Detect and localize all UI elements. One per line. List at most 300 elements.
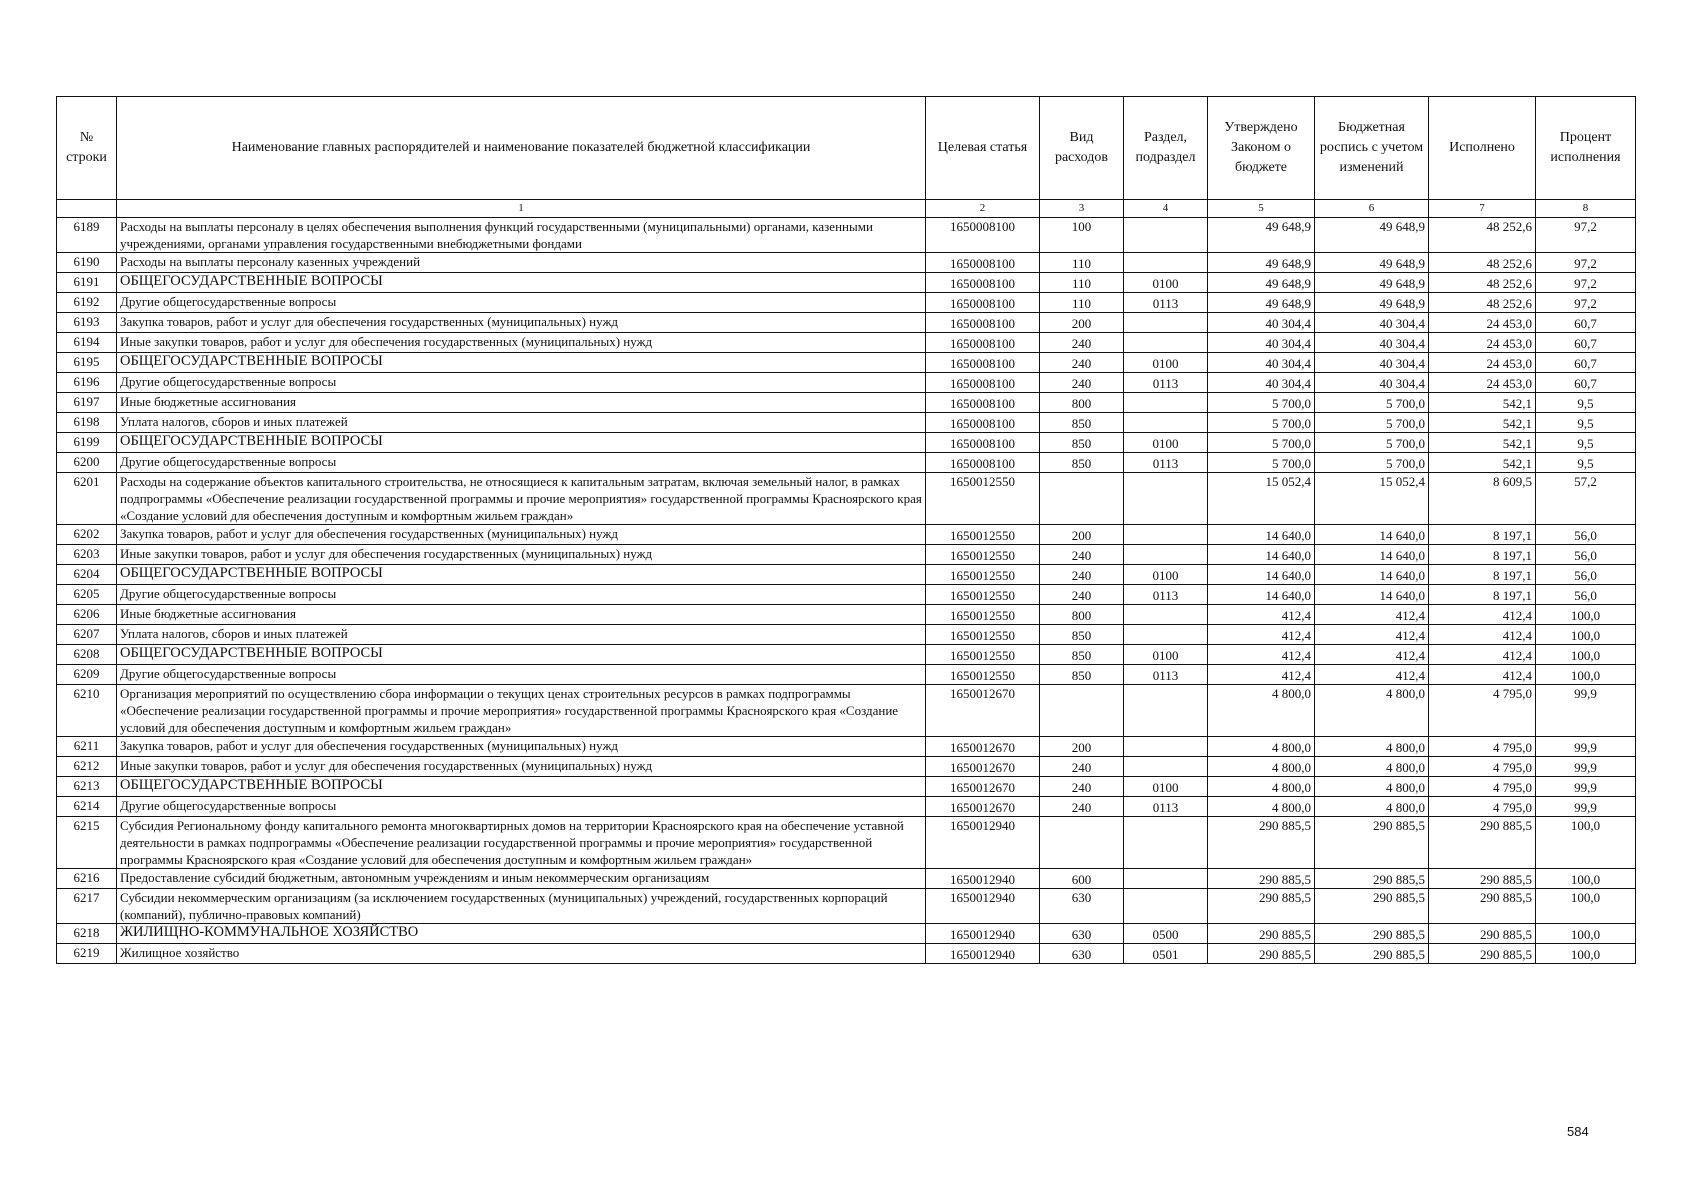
row-name: Иные закупки товаров, работ и услуг для обеспечения государственных (муниципальных) нужд xyxy=(117,333,926,353)
execution-percent: 100,0 xyxy=(1536,889,1636,924)
row-number: 6209 xyxy=(57,665,117,685)
target-article: 1650012550 xyxy=(926,545,1040,565)
schedule-amount: 14 640,0 xyxy=(1315,585,1429,605)
table-row xyxy=(57,665,1636,685)
row-number: 6203 xyxy=(57,545,117,565)
approved-amount: 412,4 xyxy=(1208,625,1315,645)
row-number: 6217 xyxy=(57,889,117,924)
section-code xyxy=(1124,545,1208,565)
schedule-amount: 290 885,5 xyxy=(1315,889,1429,924)
expense-type: 630 xyxy=(1040,889,1124,924)
section-code: 0100 xyxy=(1124,433,1208,453)
schedule-amount: 4 800,0 xyxy=(1315,685,1429,737)
execution-percent: 100,0 xyxy=(1536,869,1636,889)
expense-type: 850 xyxy=(1040,413,1124,433)
row-number: 6206 xyxy=(57,605,117,625)
target-article: 1650012550 xyxy=(926,625,1040,645)
execution-percent: 99,9 xyxy=(1536,685,1636,737)
approved-amount: 5 700,0 xyxy=(1208,393,1315,413)
row-name: ОБЩЕГОСУДАРСТВЕННЫЕ ВОПРОСЫ xyxy=(117,645,926,665)
schedule-amount: 49 648,9 xyxy=(1315,218,1429,253)
target-article: 1650008100 xyxy=(926,413,1040,433)
table-row xyxy=(57,473,1636,525)
target-article: 1650008100 xyxy=(926,333,1040,353)
schedule-amount: 14 640,0 xyxy=(1315,525,1429,545)
table-row xyxy=(57,889,1636,924)
section-code: 0113 xyxy=(1124,293,1208,313)
execution-percent: 97,2 xyxy=(1536,218,1636,253)
table-row xyxy=(57,944,1636,964)
table-row xyxy=(57,413,1636,433)
row-name: Другие общегосударственные вопросы xyxy=(117,585,926,605)
expense-type: 800 xyxy=(1040,605,1124,625)
row-name: Иные бюджетные ассигнования xyxy=(117,393,926,413)
section-code xyxy=(1124,525,1208,545)
section-code xyxy=(1124,393,1208,413)
target-article: 1650012550 xyxy=(926,525,1040,545)
schedule-amount: 4 800,0 xyxy=(1315,737,1429,757)
executed-amount: 8 197,1 xyxy=(1429,565,1536,585)
schedule-amount: 49 648,9 xyxy=(1315,253,1429,273)
row-number: 6190 xyxy=(57,253,117,273)
expense-type xyxy=(1040,473,1124,525)
schedule-amount: 290 885,5 xyxy=(1315,924,1429,944)
expense-type: 240 xyxy=(1040,333,1124,353)
expense-type: 200 xyxy=(1040,313,1124,333)
table-row xyxy=(57,869,1636,889)
header-name: Наименование главных распорядителей и наименование показателей бюджетной классификации xyxy=(117,97,926,200)
execution-percent: 99,9 xyxy=(1536,737,1636,757)
section-code xyxy=(1124,757,1208,777)
table-row xyxy=(57,453,1636,473)
row-number: 6195 xyxy=(57,353,117,373)
expense-type xyxy=(1040,817,1124,869)
table-row xyxy=(57,333,1636,353)
row-number: 6213 xyxy=(57,777,117,797)
executed-amount: 24 453,0 xyxy=(1429,373,1536,393)
column-number-blank xyxy=(57,200,117,218)
row-number: 6219 xyxy=(57,944,117,964)
section-code: 0113 xyxy=(1124,665,1208,685)
row-name: Иные бюджетные ассигнования xyxy=(117,605,926,625)
row-number: 6204 xyxy=(57,565,117,585)
executed-amount: 542,1 xyxy=(1429,453,1536,473)
table-row xyxy=(57,585,1636,605)
row-name: Другие общегосударственные вопросы xyxy=(117,797,926,817)
row-number: 6197 xyxy=(57,393,117,413)
row-number: 6202 xyxy=(57,525,117,545)
executed-amount: 48 252,6 xyxy=(1429,273,1536,293)
schedule-amount: 5 700,0 xyxy=(1315,393,1429,413)
header-approved: Утверждено Законом о бюджете xyxy=(1208,97,1315,200)
execution-percent: 56,0 xyxy=(1536,545,1636,565)
executed-amount: 48 252,6 xyxy=(1429,253,1536,273)
table-row xyxy=(57,645,1636,665)
section-code: 0100 xyxy=(1124,565,1208,585)
row-name: Другие общегосударственные вопросы xyxy=(117,453,926,473)
target-article: 1650008100 xyxy=(926,313,1040,333)
execution-percent: 99,9 xyxy=(1536,797,1636,817)
expense-type: 100 xyxy=(1040,218,1124,253)
row-name: Закупка товаров, работ и услуг для обеспечения государственных (муниципальных) нужд xyxy=(117,737,926,757)
column-number: 8 xyxy=(1536,200,1636,218)
section-code: 0113 xyxy=(1124,797,1208,817)
approved-amount: 4 800,0 xyxy=(1208,737,1315,757)
approved-amount: 290 885,5 xyxy=(1208,944,1315,964)
execution-percent: 99,9 xyxy=(1536,777,1636,797)
table-row xyxy=(57,373,1636,393)
page-number: 584 xyxy=(1567,1124,1589,1139)
section-code xyxy=(1124,473,1208,525)
expense-type: 200 xyxy=(1040,525,1124,545)
execution-percent: 9,5 xyxy=(1536,413,1636,433)
column-number: 1 xyxy=(117,200,926,218)
row-name: Другие общегосударственные вопросы xyxy=(117,293,926,313)
row-name: Иные закупки товаров, работ и услуг для обеспечения государственных (муниципальных) нужд xyxy=(117,545,926,565)
section-code: 0501 xyxy=(1124,944,1208,964)
expense-type: 850 xyxy=(1040,433,1124,453)
execution-percent: 100,0 xyxy=(1536,924,1636,944)
target-article: 1650012940 xyxy=(926,924,1040,944)
expense-type: 630 xyxy=(1040,924,1124,944)
expense-type: 240 xyxy=(1040,565,1124,585)
schedule-amount: 290 885,5 xyxy=(1315,817,1429,869)
row-name: Расходы на выплаты персоналу в целях обеспечения выполнения функций государственными (муниципальными) органами, казенными учреждениями, органами управления государственными внебюджетными фондами xyxy=(117,218,926,253)
table-row xyxy=(57,737,1636,757)
approved-amount: 5 700,0 xyxy=(1208,433,1315,453)
target-article: 1650012550 xyxy=(926,645,1040,665)
schedule-amount: 40 304,4 xyxy=(1315,353,1429,373)
section-code: 0113 xyxy=(1124,453,1208,473)
executed-amount: 412,4 xyxy=(1429,665,1536,685)
executed-amount: 4 795,0 xyxy=(1429,797,1536,817)
executed-amount: 4 795,0 xyxy=(1429,757,1536,777)
section-code: 0500 xyxy=(1124,924,1208,944)
target-article: 1650008100 xyxy=(926,453,1040,473)
row-name: Субсидии некоммерческим организациям (за исключением государственных (муниципальных) учреждений, государственных корпораций (компаний), публично-правовых компаний) xyxy=(117,889,926,924)
row-name: ОБЩЕГОСУДАРСТВЕННЫЕ ВОПРОСЫ xyxy=(117,433,926,453)
executed-amount: 4 795,0 xyxy=(1429,737,1536,757)
executed-amount: 290 885,5 xyxy=(1429,924,1536,944)
approved-amount: 412,4 xyxy=(1208,665,1315,685)
executed-amount: 48 252,6 xyxy=(1429,293,1536,313)
execution-percent: 100,0 xyxy=(1536,944,1636,964)
approved-amount: 290 885,5 xyxy=(1208,869,1315,889)
approved-amount: 40 304,4 xyxy=(1208,333,1315,353)
row-name: ОБЩЕГОСУДАРСТВЕННЫЕ ВОПРОСЫ xyxy=(117,273,926,293)
row-number: 6215 xyxy=(57,817,117,869)
section-code xyxy=(1124,333,1208,353)
execution-percent: 99,9 xyxy=(1536,757,1636,777)
row-number: 6194 xyxy=(57,333,117,353)
execution-percent: 60,7 xyxy=(1536,333,1636,353)
executed-amount: 48 252,6 xyxy=(1429,218,1536,253)
header-executed: Исполнено xyxy=(1429,97,1536,200)
approved-amount: 4 800,0 xyxy=(1208,797,1315,817)
section-code xyxy=(1124,413,1208,433)
target-article: 1650008100 xyxy=(926,218,1040,253)
target-article: 1650008100 xyxy=(926,393,1040,413)
approved-amount: 5 700,0 xyxy=(1208,453,1315,473)
section-code xyxy=(1124,685,1208,737)
executed-amount: 4 795,0 xyxy=(1429,685,1536,737)
schedule-amount: 14 640,0 xyxy=(1315,545,1429,565)
approved-amount: 40 304,4 xyxy=(1208,373,1315,393)
row-number: 6212 xyxy=(57,757,117,777)
row-name: Расходы на содержание объектов капитального строительства, не относящиеся к капитальным затратам, включая земельный налог, в рамках подпрограммы «Обеспечение реализации государственной программы и прочие мероприятия» государственной программы Красноярского края «Создание условий для обеспечения доступным и комфортным жильем граждан» xyxy=(117,473,926,525)
approved-amount: 290 885,5 xyxy=(1208,924,1315,944)
expense-type: 240 xyxy=(1040,373,1124,393)
approved-amount: 49 648,9 xyxy=(1208,273,1315,293)
schedule-amount: 412,4 xyxy=(1315,665,1429,685)
schedule-amount: 49 648,9 xyxy=(1315,293,1429,313)
header-target-article: Целевая статья xyxy=(926,97,1040,200)
row-name: Иные закупки товаров, работ и услуг для обеспечения государственных (муниципальных) нужд xyxy=(117,757,926,777)
expense-type: 240 xyxy=(1040,797,1124,817)
table-row xyxy=(57,757,1636,777)
approved-amount: 14 640,0 xyxy=(1208,525,1315,545)
approved-amount: 4 800,0 xyxy=(1208,777,1315,797)
row-number: 6189 xyxy=(57,218,117,253)
executed-amount: 290 885,5 xyxy=(1429,889,1536,924)
section-code: 0113 xyxy=(1124,373,1208,393)
table-row xyxy=(57,353,1636,373)
expense-type: 110 xyxy=(1040,253,1124,273)
target-article: 1650012940 xyxy=(926,817,1040,869)
approved-amount: 290 885,5 xyxy=(1208,889,1315,924)
section-code: 0100 xyxy=(1124,777,1208,797)
table-row xyxy=(57,253,1636,273)
approved-amount: 4 800,0 xyxy=(1208,757,1315,777)
execution-percent: 100,0 xyxy=(1536,665,1636,685)
execution-percent: 9,5 xyxy=(1536,433,1636,453)
section-code xyxy=(1124,253,1208,273)
executed-amount: 8 197,1 xyxy=(1429,525,1536,545)
expense-type: 240 xyxy=(1040,353,1124,373)
section-code xyxy=(1124,817,1208,869)
header-section: Раздел, подраздел xyxy=(1124,97,1208,200)
execution-percent: 97,2 xyxy=(1536,293,1636,313)
expense-type: 600 xyxy=(1040,869,1124,889)
row-name: Уплата налогов, сборов и иных платежей xyxy=(117,413,926,433)
schedule-amount: 4 800,0 xyxy=(1315,797,1429,817)
target-article: 1650008100 xyxy=(926,373,1040,393)
schedule-amount: 412,4 xyxy=(1315,625,1429,645)
row-number: 6205 xyxy=(57,585,117,605)
expense-type: 800 xyxy=(1040,393,1124,413)
execution-percent: 100,0 xyxy=(1536,817,1636,869)
schedule-amount: 412,4 xyxy=(1315,605,1429,625)
expense-type: 850 xyxy=(1040,665,1124,685)
section-code: 0100 xyxy=(1124,353,1208,373)
approved-amount: 49 648,9 xyxy=(1208,253,1315,273)
execution-percent: 100,0 xyxy=(1536,605,1636,625)
row-number: 6216 xyxy=(57,869,117,889)
expense-type: 630 xyxy=(1040,944,1124,964)
column-number: 2 xyxy=(926,200,1040,218)
executed-amount: 542,1 xyxy=(1429,433,1536,453)
section-code xyxy=(1124,737,1208,757)
executed-amount: 8 197,1 xyxy=(1429,585,1536,605)
row-name: ЖИЛИЩНО-КОММУНАЛЬНОЕ ХОЗЯЙСТВО xyxy=(117,924,926,944)
target-article: 1650012940 xyxy=(926,869,1040,889)
row-number: 6199 xyxy=(57,433,117,453)
section-code: 0100 xyxy=(1124,273,1208,293)
expense-type: 850 xyxy=(1040,645,1124,665)
table-row xyxy=(57,685,1636,737)
table-row xyxy=(57,293,1636,313)
row-number: 6191 xyxy=(57,273,117,293)
section-code xyxy=(1124,605,1208,625)
schedule-amount: 40 304,4 xyxy=(1315,333,1429,353)
row-name: Предоставление субсидий бюджетным, автономным учреждениям и иным некоммерческим организациям xyxy=(117,869,926,889)
row-name: Организация мероприятий по осуществлению сбора информации о текущих ценах строительных ресурсов в рамках подпрограммы «Обеспечение реализации государственной программы и прочие мероприятия» государственной программы Красноярского края «Создание условий для обеспечения доступным и комфортным жильем граждан» xyxy=(117,685,926,737)
schedule-amount: 15 052,4 xyxy=(1315,473,1429,525)
execution-percent: 97,2 xyxy=(1536,253,1636,273)
row-number: 6196 xyxy=(57,373,117,393)
target-article: 1650012670 xyxy=(926,797,1040,817)
schedule-amount: 4 800,0 xyxy=(1315,777,1429,797)
target-article: 1650008100 xyxy=(926,433,1040,453)
execution-percent: 60,7 xyxy=(1536,353,1636,373)
schedule-amount: 5 700,0 xyxy=(1315,433,1429,453)
execution-percent: 60,7 xyxy=(1536,373,1636,393)
section-code xyxy=(1124,869,1208,889)
row-name: Закупка товаров, работ и услуг для обеспечения государственных (муниципальных) нужд xyxy=(117,313,926,333)
table-row xyxy=(57,433,1636,453)
execution-percent: 100,0 xyxy=(1536,625,1636,645)
table-row xyxy=(57,273,1636,293)
header-row xyxy=(57,97,1636,200)
section-code: 0100 xyxy=(1124,645,1208,665)
approved-amount: 40 304,4 xyxy=(1208,313,1315,333)
approved-amount: 412,4 xyxy=(1208,605,1315,625)
schedule-amount: 5 700,0 xyxy=(1315,453,1429,473)
schedule-amount: 49 648,9 xyxy=(1315,273,1429,293)
table-row xyxy=(57,625,1636,645)
execution-percent: 9,5 xyxy=(1536,453,1636,473)
section-code xyxy=(1124,625,1208,645)
schedule-amount: 14 640,0 xyxy=(1315,565,1429,585)
target-article: 1650012550 xyxy=(926,585,1040,605)
schedule-amount: 40 304,4 xyxy=(1315,373,1429,393)
target-article: 1650012550 xyxy=(926,565,1040,585)
executed-amount: 290 885,5 xyxy=(1429,869,1536,889)
execution-percent: 56,0 xyxy=(1536,565,1636,585)
table-row xyxy=(57,393,1636,413)
target-article: 1650012550 xyxy=(926,473,1040,525)
row-number: 6210 xyxy=(57,685,117,737)
schedule-amount: 290 885,5 xyxy=(1315,869,1429,889)
approved-amount: 15 052,4 xyxy=(1208,473,1315,525)
target-article: 1650008100 xyxy=(926,353,1040,373)
approved-amount: 14 640,0 xyxy=(1208,565,1315,585)
expense-type: 850 xyxy=(1040,625,1124,645)
row-number: 6200 xyxy=(57,453,117,473)
executed-amount: 542,1 xyxy=(1429,413,1536,433)
row-number: 6211 xyxy=(57,737,117,757)
section-code xyxy=(1124,889,1208,924)
executed-amount: 4 795,0 xyxy=(1429,777,1536,797)
approved-amount: 4 800,0 xyxy=(1208,685,1315,737)
budget-execution-table xyxy=(56,96,1636,964)
target-article: 1650012550 xyxy=(926,605,1040,625)
table-row xyxy=(57,218,1636,253)
approved-amount: 49 648,9 xyxy=(1208,218,1315,253)
expense-type: 110 xyxy=(1040,293,1124,313)
row-number: 6214 xyxy=(57,797,117,817)
execution-percent: 97,2 xyxy=(1536,273,1636,293)
row-name: Другие общегосударственные вопросы xyxy=(117,373,926,393)
target-article: 1650008100 xyxy=(926,293,1040,313)
expense-type: 240 xyxy=(1040,777,1124,797)
row-name: ОБЩЕГОСУДАРСТВЕННЫЕ ВОПРОСЫ xyxy=(117,565,926,585)
expense-type: 240 xyxy=(1040,585,1124,605)
table-row xyxy=(57,924,1636,944)
table-row xyxy=(57,565,1636,585)
target-article: 1650012940 xyxy=(926,944,1040,964)
schedule-amount: 40 304,4 xyxy=(1315,313,1429,333)
target-article: 1650012940 xyxy=(926,889,1040,924)
executed-amount: 8 609,5 xyxy=(1429,473,1536,525)
header-schedule: Бюджетная роспись с учетом изменений xyxy=(1315,97,1429,200)
executed-amount: 290 885,5 xyxy=(1429,944,1536,964)
column-number: 3 xyxy=(1040,200,1124,218)
executed-amount: 412,4 xyxy=(1429,605,1536,625)
target-article: 1650012670 xyxy=(926,685,1040,737)
header-row-number: № строки xyxy=(57,97,117,200)
expense-type: 240 xyxy=(1040,757,1124,777)
column-number: 6 xyxy=(1315,200,1429,218)
schedule-amount: 4 800,0 xyxy=(1315,757,1429,777)
executed-amount: 24 453,0 xyxy=(1429,313,1536,333)
execution-percent: 100,0 xyxy=(1536,645,1636,665)
execution-percent: 60,7 xyxy=(1536,313,1636,333)
row-name: Другие общегосударственные вопросы xyxy=(117,665,926,685)
target-article: 1650012550 xyxy=(926,665,1040,685)
execution-percent: 56,0 xyxy=(1536,525,1636,545)
approved-amount: 290 885,5 xyxy=(1208,817,1315,869)
target-article: 1650008100 xyxy=(926,273,1040,293)
execution-percent: 56,0 xyxy=(1536,585,1636,605)
row-name: Жилищное хозяйство xyxy=(117,944,926,964)
table-row xyxy=(57,605,1636,625)
row-name: Уплата налогов, сборов и иных платежей xyxy=(117,625,926,645)
expense-type: 110 xyxy=(1040,273,1124,293)
approved-amount: 14 640,0 xyxy=(1208,545,1315,565)
table-row xyxy=(57,817,1636,869)
target-article: 1650012670 xyxy=(926,737,1040,757)
column-number: 5 xyxy=(1208,200,1315,218)
row-number: 6198 xyxy=(57,413,117,433)
approved-amount: 14 640,0 xyxy=(1208,585,1315,605)
row-name: Субсидия Региональному фонду капитального ремонта многоквартирных домов на территории Красноярского края на обеспечение уставной деятельности в рамках подпрограммы «Обеспечение реализации государственной программы и прочие мероприятия» государственной программы Красноярского края «Создание условий для обеспечения доступным и комфортным жильем граждан» xyxy=(117,817,926,869)
approved-amount: 40 304,4 xyxy=(1208,353,1315,373)
row-number: 6192 xyxy=(57,293,117,313)
target-article: 1650012670 xyxy=(926,777,1040,797)
approved-amount: 5 700,0 xyxy=(1208,413,1315,433)
executed-amount: 24 453,0 xyxy=(1429,333,1536,353)
schedule-amount: 5 700,0 xyxy=(1315,413,1429,433)
executed-amount: 412,4 xyxy=(1429,645,1536,665)
expense-type: 240 xyxy=(1040,545,1124,565)
row-name: Расходы на выплаты персоналу казенных учреждений xyxy=(117,253,926,273)
target-article: 1650012670 xyxy=(926,757,1040,777)
expense-type xyxy=(1040,685,1124,737)
row-number: 6201 xyxy=(57,473,117,525)
section-code: 0113 xyxy=(1124,585,1208,605)
executed-amount: 8 197,1 xyxy=(1429,545,1536,565)
